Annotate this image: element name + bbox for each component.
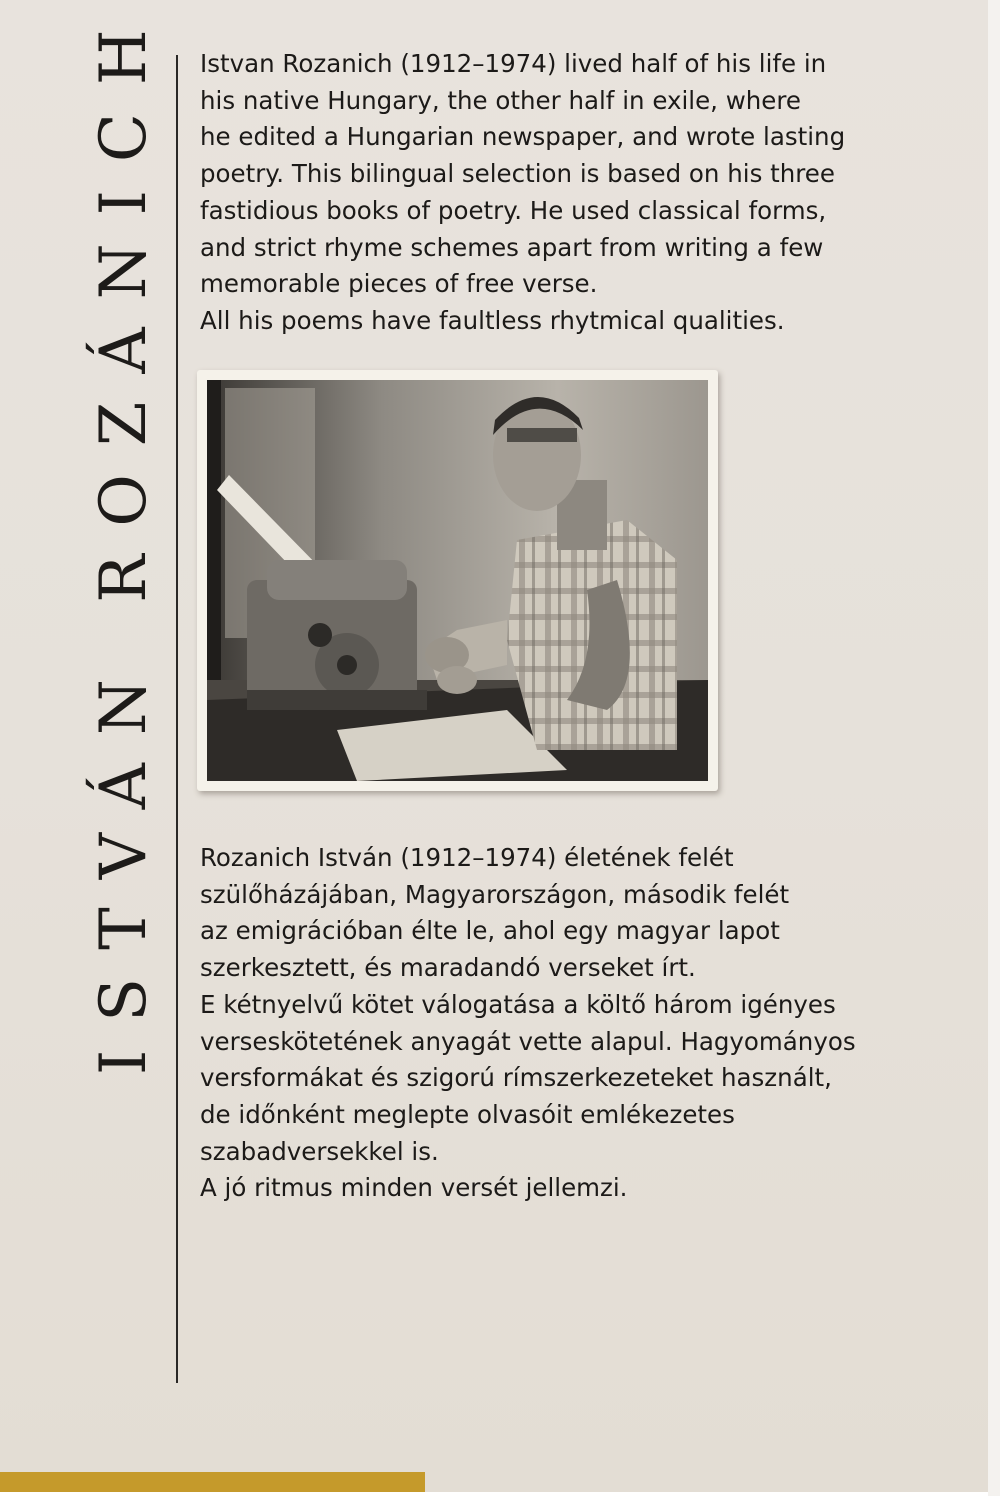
hungarian-blurb (200, 840, 900, 1207)
author-photo-frame (197, 370, 718, 791)
english-line: fastidious books of poetry. He used classical forms, (200, 195, 827, 225)
english-blurb (200, 46, 900, 340)
hungarian-line: E kétnyelvű kötet válogatása a költő három igényes (200, 989, 836, 1019)
hungarian-line: szerkesztett, és maradandó verseket írt. (200, 953, 696, 983)
typewriter-photo-illustration (207, 380, 708, 781)
hungarian-line: verseskötetének anyagát vette alapul. Hagyományos (200, 1026, 856, 1056)
hungarian-line: Rozanich István (1912–1974) életének felét (200, 843, 734, 872)
english-line: he edited a Hungarian newspaper, and wrote lasting (200, 122, 846, 152)
hungarian-line: de időnként meglepte olvasóit emlékezetes (200, 1099, 735, 1129)
english-line: poetry. This bilingual selection is based on his three (200, 159, 835, 189)
author-name-vertical: ISTVÁN ROZÁNICH (87, 1, 161, 1075)
english-line: memorable pieces of free verse. (200, 269, 598, 299)
accent-bar (0, 1472, 425, 1492)
english-line: and strict rhyme schemes apart from writing a few (200, 232, 824, 262)
vertical-divider (176, 55, 178, 1383)
english-line: Istvan Rozanich (1912–1974) lived half of his life in (200, 49, 827, 78)
hungarian-line: versformákat és szigorú rímszerkezeteket használt, (200, 1063, 832, 1093)
hungarian-line: szabadversekkel is. (200, 1136, 439, 1166)
hungarian-line: A jó ritmus minden versét jellemzi. (200, 1173, 628, 1203)
page-edge (988, 0, 1000, 1496)
hungarian-line: az emigrációban élte le, ahol egy magyar lapot (200, 916, 780, 946)
english-line: his native Hungary, the other half in exile, where (200, 85, 801, 115)
english-line: All his poems have faultless rhytmical qualities. (200, 305, 785, 335)
author-photo (207, 380, 708, 781)
hungarian-line: szülőházájában, Magyarországon, második felét (200, 879, 790, 909)
